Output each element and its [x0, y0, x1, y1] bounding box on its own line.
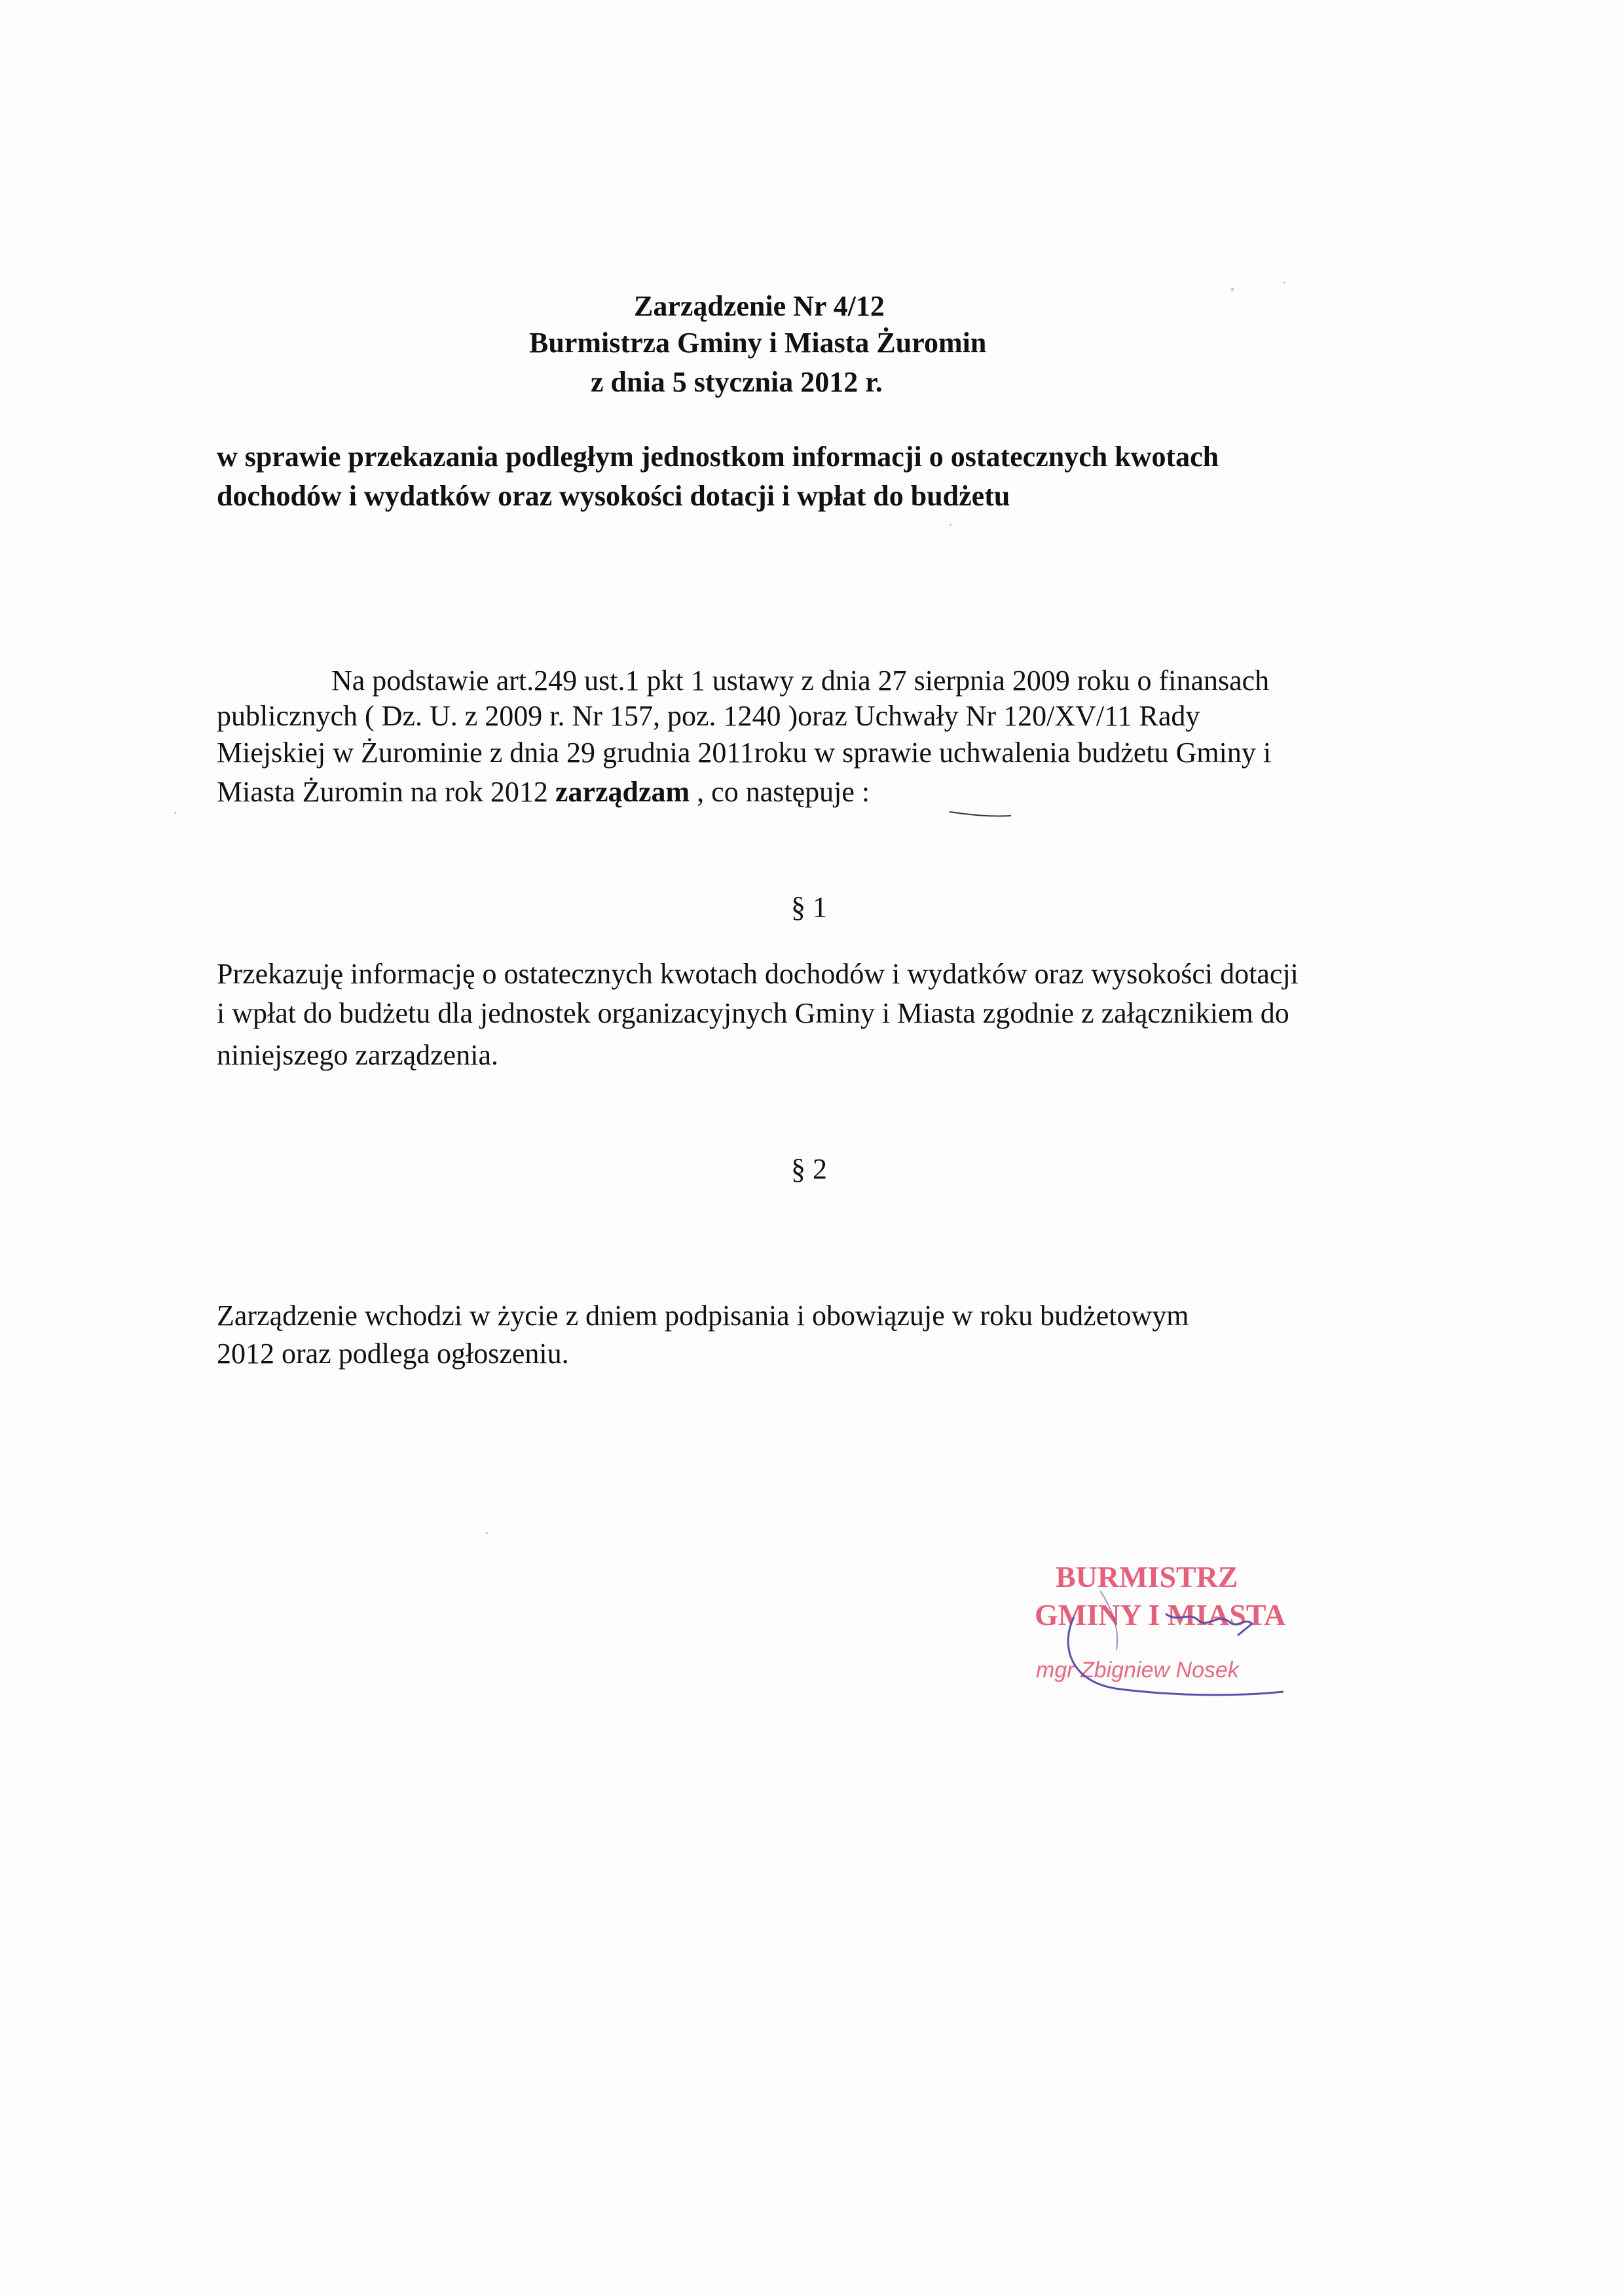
intro-line-4-end: , co następuje : [690, 776, 870, 808]
intro-line-4 [217, 778, 870, 807]
subject-line-2: dochodów i wydatków oraz wysokości dotacji i wpłat do budżetu [217, 480, 1010, 512]
pen-underline-mark [948, 808, 1014, 821]
stamp-authority: GMINY I MIASTA [1035, 1598, 1286, 1631]
intro-line-3: Miejskiej w Żurominie z dnia 29 grudnia 2011roku w sprawie uchwalenia budżetu Gminy i [217, 737, 1272, 769]
intro-line-4-start: Miasta Żuromin na rok 2012 [217, 776, 555, 808]
stamp-signatory-name: mgr Zbigniew Nosek [1036, 1658, 1239, 1683]
stamp-title: BURMISTRZ [1056, 1560, 1238, 1594]
section-1-line-1: Przekazuję informację o ostatecznych kwotach dochodów i wydatków oraz wysokości dotacji [217, 958, 1299, 990]
ordinance-title: Zarządzenie Nr 4/12 [634, 290, 885, 322]
issuing-authority: Burmistrza Gminy i Miasta Żuromin [529, 327, 987, 359]
section-2-line-2: 2012 oraz podlega ogłoszeniu. [217, 1338, 569, 1370]
scan-speck [174, 812, 176, 814]
section-2-mark: § 2 [791, 1153, 827, 1185]
scan-speck [486, 1532, 488, 1534]
section-1-mark: § 1 [791, 891, 827, 923]
mayor-stamp [1022, 1552, 1297, 1709]
scan-speck [1283, 282, 1285, 283]
scan-speck [950, 524, 951, 526]
intro-line-1: Na podstawie art.249 ust.1 pkt 1 ustawy z dnia 27 sierpnia 2009 roku o finansach [331, 665, 1270, 697]
handwritten-signature [1022, 1552, 1297, 1709]
scan-speck [1231, 288, 1234, 291]
decree-word: zarządzam [555, 776, 690, 808]
section-2-line-1: Zarządzenie wchodzi w życie z dniem podpisania i obowiązuje w roku budżetowym [217, 1300, 1189, 1332]
section-1-line-2: i wpłat do budżetu dla jednostek organizacyjnych Gminy i Miasta zgodnie z załącznikiem do [217, 997, 1289, 1029]
subject-line-1: w sprawie przekazania podległym jednostkom informacji o ostatecznych kwotach [217, 441, 1219, 473]
ordinance-date: z dnia 5 stycznia 2012 r. [591, 366, 883, 398]
intro-line-2: publicznych ( Dz. U. z 2009 r. Nr 157, poz. 1240 )oraz Uchwały Nr 120/XV/11 Rady [217, 700, 1200, 732]
section-1-line-3: niniejszego zarządzenia. [217, 1039, 498, 1071]
